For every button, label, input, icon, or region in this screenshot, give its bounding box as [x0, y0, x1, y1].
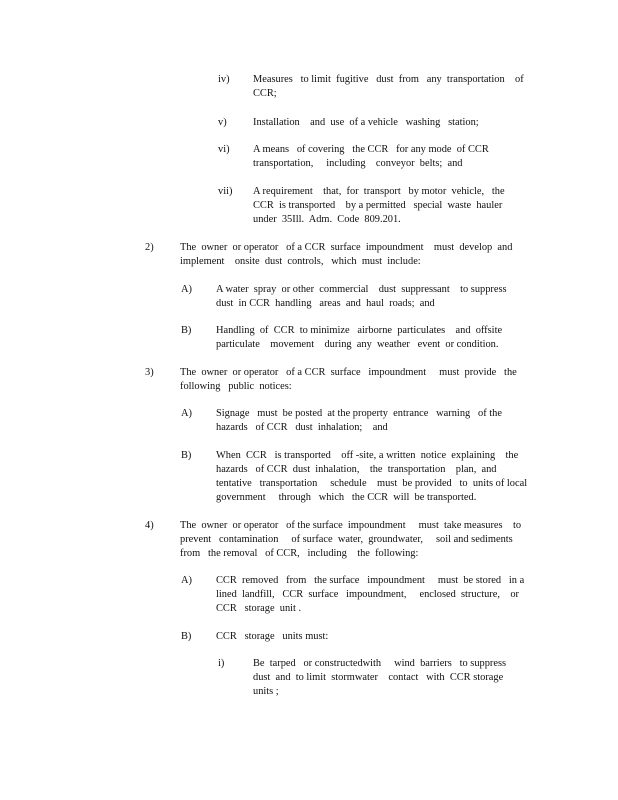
text-line: CCR;: [253, 88, 277, 99]
text-line: hazards of CCR dust inhalation, the transportation plan, and: [216, 464, 497, 475]
text-line: Measures to limit fugitive dust from any transportation of: [253, 74, 524, 85]
list-marker: 3): [145, 367, 154, 378]
list-item-text: [253, 143, 503, 171]
list-marker: A): [181, 284, 192, 295]
list-marker: iv): [218, 74, 230, 85]
text-line: dust and to limit stormwater contact with CCR storage: [253, 672, 504, 683]
list-marker: vii): [218, 186, 233, 197]
list-item-text: [216, 407, 521, 435]
list-item-text: [180, 519, 537, 561]
text-line: implement onsite dust controls, which must include:: [180, 256, 421, 267]
text-line: dust in CCR handling areas and haul roads; and: [216, 298, 435, 309]
list-marker: 2): [145, 242, 154, 253]
text-line: Handling of CCR to minimize airborne particulates and offsite: [216, 325, 503, 336]
list-item-text: [253, 185, 515, 227]
list-item-text: [216, 283, 519, 311]
list-marker: v): [218, 117, 227, 128]
text-line: A means of covering the CCR for any mode of CCR: [253, 144, 489, 155]
text-line: The owner or operator of the surface impoundment must take measures to: [180, 520, 522, 531]
text-line: government through which the CCR will be transported.: [216, 492, 477, 503]
text-line: A requirement that, for transport by motor vehicle, the: [253, 186, 505, 197]
text-line: lined landfill, CCR surface impoundment, enclosed structure, or: [216, 589, 519, 600]
text-line: Be tarped or constructedwith wind barriers to suppress: [253, 658, 507, 669]
text-line: CCR storage units must:: [216, 631, 329, 642]
list-item-text: [216, 574, 533, 616]
text-line: prevent contamination of surface water, groundwater, soil and sediments: [180, 534, 513, 545]
text-line: from the removal of CCR, including the following:: [180, 548, 419, 559]
text-line: CCR is transported by a permitted special waste hauler: [253, 200, 503, 211]
list-item-text: [180, 241, 531, 269]
list-item-text: [216, 630, 356, 644]
text-line: Installation and use of a vehicle washing station;: [253, 117, 479, 128]
list-marker: 4): [145, 520, 154, 531]
list-marker: B): [181, 631, 192, 642]
list-marker: A): [181, 408, 192, 419]
list-item-text: [180, 366, 529, 394]
list-marker: B): [181, 325, 192, 336]
text-line: The owner or operator of a CCR surface impoundment must provide the: [180, 367, 517, 378]
list-marker: B): [181, 450, 192, 461]
text-line: The owner or operator of a CCR surface impoundment must develop and: [180, 242, 513, 253]
list-marker: vi): [218, 144, 230, 155]
text-line: CCR storage unit .: [216, 603, 302, 614]
text-line: units ;: [253, 686, 279, 697]
text-line: hazards of CCR dust inhalation; and: [216, 422, 388, 433]
list-marker: A): [181, 575, 192, 586]
text-line: A water spray or other commercial dust suppressant to suppress: [216, 284, 507, 295]
list-item-text: [253, 73, 531, 101]
text-line: Signage must be posted at the property entrance warning of the: [216, 408, 502, 419]
list-marker: i): [218, 658, 225, 669]
text-line: CCR removed from the surface impoundment must be stored in a: [216, 575, 525, 586]
list-item-text: [216, 449, 535, 505]
list-item-text: [253, 116, 531, 130]
text-line: particulate movement during any weather event or condition.: [216, 339, 499, 350]
text-line: under 35Ill. Adm. Code 809.201.: [253, 214, 401, 225]
text-line: transportation, including conveyor belts; and: [253, 158, 463, 169]
list-item-text: [253, 657, 511, 699]
text-line: following public notices:: [180, 381, 292, 392]
text-line: When CCR is transported off -site, a written notice explaining the: [216, 450, 519, 461]
text-line: tentative transportation schedule must be provided to units of local: [216, 478, 528, 489]
list-item-text: [216, 324, 515, 352]
